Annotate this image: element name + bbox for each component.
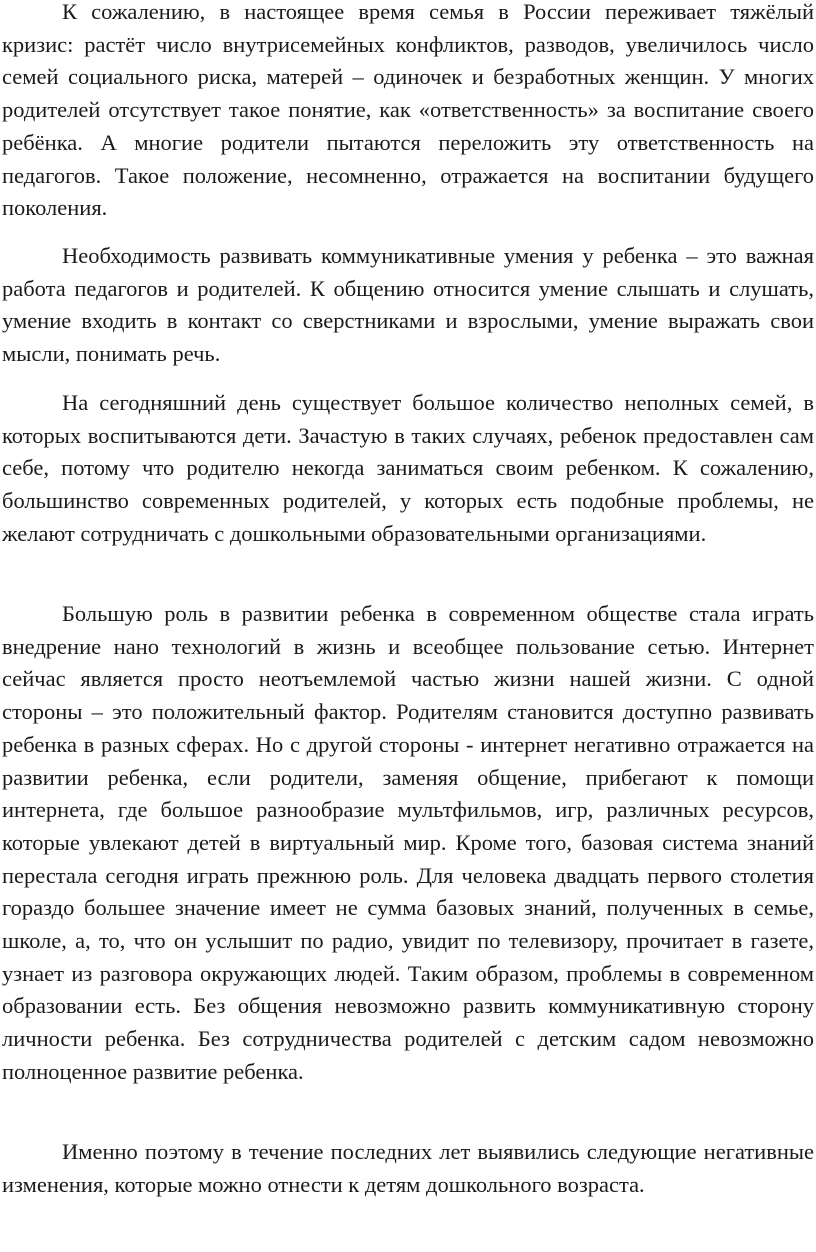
paragraph-family-crisis: К сожалению, в настоящее время семья в России переживает тяжёлый кризис: растёт число внутрисемейных конфликтов, разводов, увеличилось число семей социального риска, матерей – одиночек и безработных женщин. У многих родителей отсутствует такое понятие, как «ответственность» за воспитание своего ребёнка. А многие родители пытаются переложить эту ответственность на педагогов. Такое положение, несомненно, отражается на воспитании будущего поколения.: [2, 0, 814, 221]
paragraph-internet-influence: Большую роль в развитии ребенка в современном обществе стала играть внедрение нано технологий в жизнь и всеобщее пользование сетью. Интернет сейчас является просто неотъемлемой частью жизни нашей жизни. С одной стороны – это положительный фактор. Родителям становится доступно развивать ребенка в разных сферах. Но с другой стороны - интернет негативно отражается на развитии ребенка, если родители, заменяя общение, прибегают к помощи интернета, где большое разнообразие мультфильмов, игр, различных ресурсов, которые увлекают детей в виртуальный мир. Кроме того, базовая система знаний перестала сегодня играть прежнюю роль. Для человека двадцать первого столетия гораздо большее значение имеет не сумма базовых знаний, полученных в семье, школе, а, то, что он услышит по радио, увидит по телевизору, прочитает в газете, узнает из разговора окружающих людей. Таким образом, проблемы в современном образовании есть. Без общения невозможно развить коммуникативную сторону личности ребенка. Без сотрудничества родителей с детским садом невозможно полноценное развитие ребенка.: [2, 601, 814, 1084]
paragraph-negative-changes: Именно поэтому в течение последних лет выявились следующие негативные изменения, которые можно отнести к детям дошкольного возраста.: [2, 1139, 814, 1197]
paragraph-communication-skills: Необходимость развивать коммуникативные умения у ребенка – это важная работа педагогов и родителей. К общению относится умение слышать и слушать, умение входить в контакт со сверстниками и взрослыми, умение выражать свои мысли, понимать речь.: [2, 243, 814, 367]
paragraph-single-parent-families: На сегодняшний день существует большое количество неполных семей, в которых воспитываются дети. Зачастую в таких случаях, ребенок предоставлен сам себе, потому что родителю некогда заниматься своим ребенком. К сожалению, большинство современных родителей, у которых есть подобные проблемы, не желают сотрудничать с дошкольными образовательными организациями.: [2, 390, 814, 546]
